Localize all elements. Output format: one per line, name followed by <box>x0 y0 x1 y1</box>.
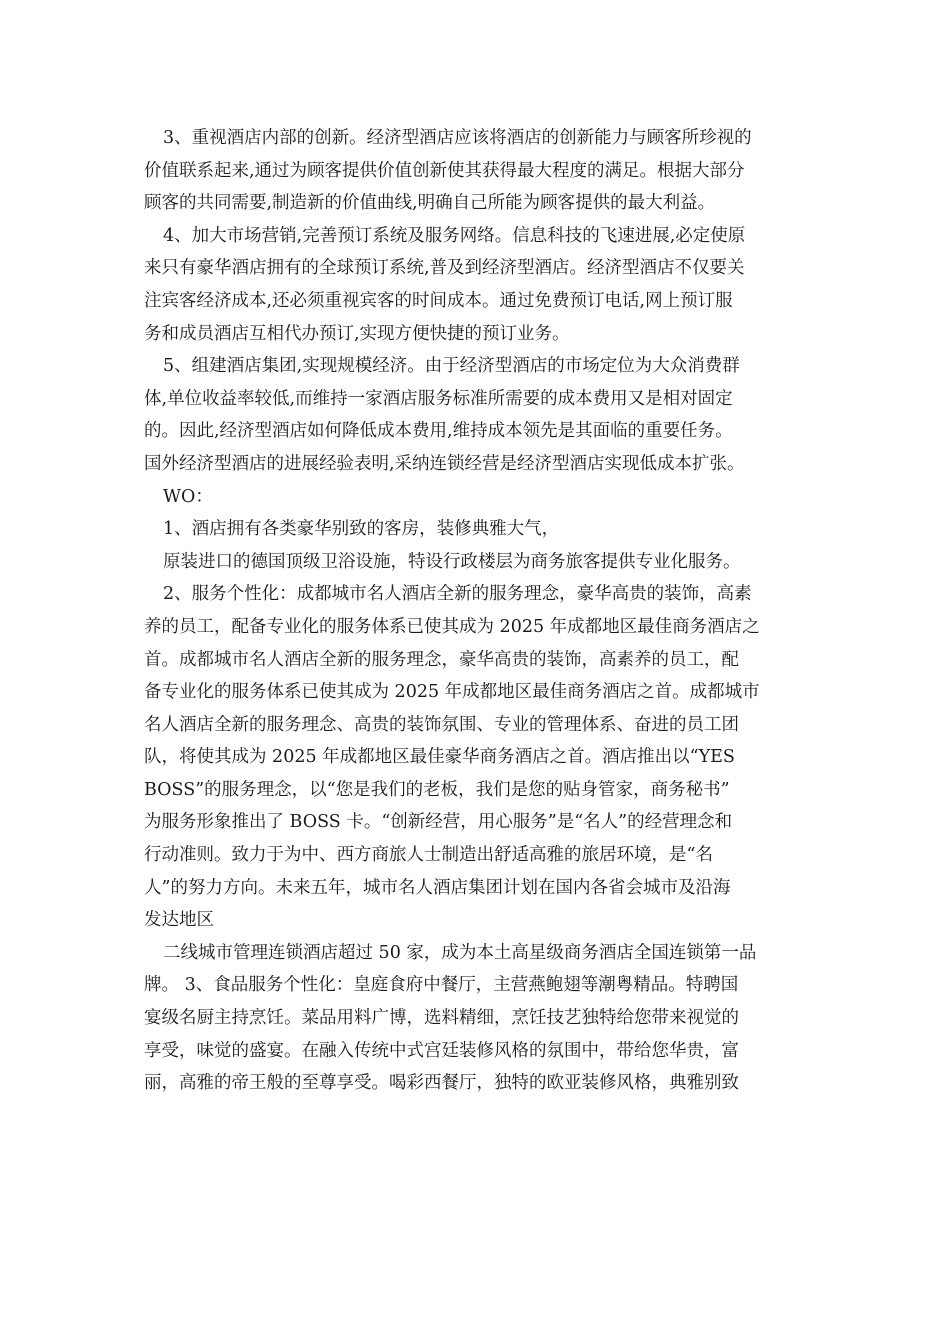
text-line: 名人酒店全新的服务理念、高贵的装饰氛围、专业的管理体系、奋进的员工团 <box>144 714 739 735</box>
text-line: 人”的努力方向。未来五年，城市名人酒店集团计划在国内各省会城市及沿海 <box>144 877 731 898</box>
text-line: 注宾客经济成本,还必须重视宾客的时间成本。通过免费预订电话,网上预订服 <box>144 290 733 311</box>
text-line: 二线城市管理连锁酒店超过 50 家，成为本土高星级商务酒店全国连锁第一品 <box>163 942 757 963</box>
text-line: 4、加大市场营销,完善预订系统及服务网络。信息科技的飞速进展,必定使原 <box>163 225 746 246</box>
text-line: 务和成员酒店互相代办预订,实现方便快捷的预订业务。 <box>144 323 570 344</box>
text-line: 享受，味觉的盛宴。在融入传统中式宫廷装修风格的氛围中，带给您华贵，富 <box>144 1040 739 1061</box>
text-line: 体,单位收益率较低,而维持一家酒店服务标准所需要的成本费用又是相对固定 <box>144 388 733 409</box>
text-line: 行动准则。致力于为中、西方商旅人士制造出舒适高雅的旅居环境，是“名 <box>144 845 713 866</box>
text-line: 队，将使其成为 2025 年成都地区最佳豪华商务酒店之首。酒店推出以“YES <box>144 747 735 768</box>
text-line: 顾客的共同需要,制造新的价值曲线,明确自己所能为顾客提供的最大利益。 <box>144 193 716 214</box>
text-line: 为服务形象推出了 BOSS 卡。“创新经营，用心服务”是“名人”的经营理念和 <box>144 812 733 833</box>
text-line: 养的员工，配备专业化的服务体系已使其成为 2025 年成都地区最佳商务酒店之 <box>144 616 760 637</box>
text-line: 1、酒店拥有各类豪华别致的客房，装修典雅大气， <box>163 519 560 540</box>
document-body <box>144 122 806 1100</box>
text-line: 宴级名厨主持烹饪。菜品用料广博，选料精细，烹饪技艺独特给您带来视觉的 <box>144 1008 739 1029</box>
text-line: 发达地区 <box>144 910 214 931</box>
text-line: 5、组建酒店集团,实现规模经济。由于经济型酒店的市场定位为大众消费群 <box>163 356 740 377</box>
text-line: 价值联系起来,通过为顾客提供价值创新使其获得最大程度的满足。根据大部分 <box>144 160 745 181</box>
text-line: 备专业化的服务体系已使其成为 2025 年成都地区最佳商务酒店之首。成都城市 <box>144 682 760 703</box>
text-line: 来只有豪华酒店拥有的全球预订系统,普及到经济型酒店。经济型酒店不仅要关 <box>144 258 745 279</box>
text-line: 3、重视酒店内部的创新。经济型酒店应该将酒店的创新能力与顾客所珍视的 <box>163 128 752 148</box>
text-line: 的。因此,经济型酒店如何降低成本费用,维持成本领先是其面临的重要任务。 <box>144 421 733 442</box>
text-line: 原装进口的德国顶级卫浴设施，特设行政楼层为商务旅客提供专业化服务。 <box>163 551 741 572</box>
text-line: 国外经济型酒店的进展经验表明,采纳连锁经营是经济型酒店实现低成本扩张。 <box>144 453 745 474</box>
text-line: 首。成都城市名人酒店全新的服务理念，豪华高贵的装饰，高素养的员工，配 <box>144 649 739 670</box>
text-line: 2、服务个性化：成都城市名人酒店全新的服务理念，豪华高贵的装饰，高素 <box>163 584 752 605</box>
text-line: 牌。 3、食品服务个性化：皇庭食府中餐厅，主营燕鲍翅等潮粤精品。特聘国 <box>144 975 739 996</box>
text-line: 丽，高雅的帝王般的至尊享受。喝彩西餐厅，独特的欧亚装修风格，典雅别致 <box>144 1073 739 1094</box>
text-line: WO： <box>163 486 213 507</box>
text-line: BOSS”的服务理念，以“您是我们的老板，我们是您的贴身管家，商务秘书” <box>144 779 730 800</box>
